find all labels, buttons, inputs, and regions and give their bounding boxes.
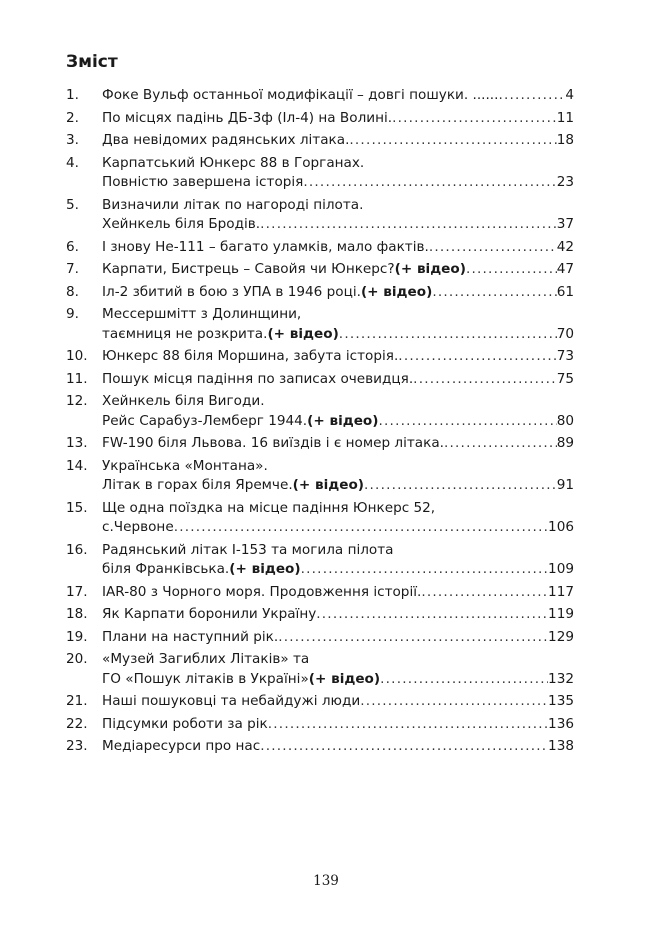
toc-entry-number: 16. bbox=[66, 541, 88, 558]
toc-entry[interactable] bbox=[66, 499, 574, 538]
toc-entry-number: 18. bbox=[66, 606, 88, 622]
video-note: (+ відео) bbox=[267, 325, 339, 342]
toc-entry-title: Хейнкель біля Вигоди. bbox=[102, 393, 265, 409]
toc-list bbox=[66, 86, 574, 757]
dot-leader bbox=[278, 628, 548, 648]
toc-entry-page: 4 bbox=[565, 87, 574, 103]
toc-entry-title: IAR-80 з Чорного моря. Продовження історії. bbox=[102, 583, 422, 600]
toc-entry[interactable] bbox=[66, 541, 574, 580]
toc-entry-page: 91 bbox=[556, 477, 574, 493]
toc-entry[interactable] bbox=[66, 457, 574, 496]
toc-entry[interactable] bbox=[66, 260, 574, 280]
toc-entry-title: таємниця не розкрита. bbox=[102, 325, 268, 342]
dot-leader bbox=[498, 86, 565, 106]
toc-entry-page: 117 bbox=[548, 583, 574, 600]
toc-entry[interactable] bbox=[66, 370, 574, 390]
page-number: 139 bbox=[313, 873, 339, 889]
toc-entry-title: Підсумки роботи за рік bbox=[102, 715, 268, 732]
toc-entry-title: Карпати, Бистрець – Савойя чи Юнкерс? bbox=[102, 261, 395, 277]
video-note: (+ відео) bbox=[308, 670, 381, 687]
toc-entry-title: Пошук місця падіння по записах очевидця. bbox=[102, 370, 414, 387]
toc-entry-page: 135 bbox=[548, 693, 574, 709]
dot-leader bbox=[268, 715, 548, 735]
toc-entry-title: Ще одна поїздка на місце падіння Юнкерс 52, bbox=[102, 499, 436, 516]
toc-entry-page: 11 bbox=[556, 109, 574, 126]
toc-entry[interactable] bbox=[66, 196, 574, 235]
dot-leader bbox=[429, 238, 557, 258]
toc-entry-title: Радянський літак І-153 та могила пілота bbox=[102, 541, 394, 558]
toc-entry-title: «Музей Загиблих Літаків» та bbox=[102, 651, 310, 667]
toc-entry-page: 132 bbox=[548, 670, 574, 687]
toc-entry-number: 11. bbox=[66, 370, 88, 387]
toc-entry-number: 10. bbox=[66, 348, 88, 364]
toc-entry[interactable] bbox=[66, 283, 574, 303]
toc-entry[interactable] bbox=[66, 605, 574, 625]
dot-leader bbox=[380, 670, 548, 690]
dot-leader bbox=[301, 560, 548, 580]
toc-entry-title: с.Червоне bbox=[102, 519, 174, 535]
toc-entry-number: 12. bbox=[66, 393, 88, 409]
dot-leader bbox=[260, 737, 548, 757]
video-note: (+ відео) bbox=[307, 412, 379, 429]
toc-entry[interactable] bbox=[66, 737, 574, 757]
dot-leader bbox=[316, 605, 548, 625]
toc-entry-page: 136 bbox=[548, 715, 574, 732]
toc-title: Зміст bbox=[66, 52, 118, 72]
toc-entry-page: 37 bbox=[556, 216, 574, 232]
toc-entry-number: 23. bbox=[66, 738, 88, 754]
toc-entry-number: 6. bbox=[66, 238, 79, 255]
dot-leader bbox=[379, 412, 557, 432]
toc-entry-number: 17. bbox=[66, 583, 88, 600]
toc-entry[interactable] bbox=[66, 238, 574, 258]
dot-leader bbox=[413, 370, 557, 390]
toc-entry-number: 9. bbox=[66, 306, 79, 322]
video-note: (+ відео) bbox=[292, 477, 365, 493]
toc-entry-title: Юнкерс 88 біля Моршина, забута історія. bbox=[102, 348, 399, 364]
toc-entry-number: 20. bbox=[66, 651, 88, 667]
toc-entry-number: 13. bbox=[66, 435, 88, 451]
toc-entry[interactable] bbox=[66, 715, 574, 735]
toc-entry-page: 42 bbox=[556, 238, 574, 255]
toc-entry-number: 19. bbox=[66, 628, 88, 645]
toc-entry-number: 21. bbox=[66, 693, 88, 709]
toc-entry-title: Фоке Вульф останньої модифікації – довгі пошуки. ...... bbox=[102, 87, 499, 103]
toc-entry-number: 4. bbox=[66, 154, 79, 171]
toc-entry-title: ГО «Пошук літаків в Україні» bbox=[102, 670, 309, 687]
toc-entry-title: Наші пошуковці та небайдужі люди bbox=[102, 693, 361, 709]
toc-entry-number: 2. bbox=[66, 109, 79, 126]
toc-entry-title: По місцях падінь ДБ-3ф (Іл-4) на Волині. bbox=[102, 109, 393, 126]
toc-entry-page: 80 bbox=[556, 412, 574, 429]
toc-entry-title: Літак в горах біля Яремче. bbox=[102, 477, 293, 493]
toc-entry-title: Плани на наступний рік. bbox=[102, 628, 279, 645]
toc-entry-page: 106 bbox=[548, 519, 574, 535]
toc-entry[interactable] bbox=[66, 434, 574, 454]
toc-entry[interactable] bbox=[66, 109, 574, 129]
toc-entry-title: Хейнкель біля Бродів. bbox=[102, 216, 261, 232]
toc-entry-title: біля Франківська. bbox=[102, 561, 230, 577]
toc-entry-title: Карпатський Юнкерс 88 в Горганах. bbox=[102, 154, 365, 171]
toc-entry-page: 138 bbox=[548, 738, 574, 754]
toc-entry-title: Два невідомих радянських літака. bbox=[102, 132, 350, 148]
toc-entry-number: 8. bbox=[66, 283, 79, 300]
dot-leader bbox=[349, 131, 556, 151]
dot-leader bbox=[432, 283, 556, 303]
toc-entry[interactable] bbox=[66, 392, 574, 431]
toc-entry-title: Як Карпати боронили Україну bbox=[102, 606, 317, 622]
toc-entry-title: Мессершмітт з Долинщини, bbox=[102, 306, 302, 322]
dot-leader bbox=[260, 215, 557, 235]
toc-entry-page: 47 bbox=[556, 261, 574, 277]
toc-entry[interactable] bbox=[66, 650, 574, 689]
toc-entry[interactable] bbox=[66, 154, 574, 193]
toc-entry-page: 18 bbox=[556, 132, 574, 148]
toc-entry-number: 1. bbox=[66, 87, 79, 103]
toc-entry-page: 23 bbox=[556, 174, 574, 190]
video-note: (+ відео) bbox=[394, 261, 466, 277]
toc-entry-title: Рейс Сарабуз-Лемберг 1944. bbox=[102, 412, 308, 429]
toc-entry-title: FW-190 біля Львова. 16 виїздів і є номер літака. bbox=[102, 435, 444, 451]
video-note: (+ відео) bbox=[229, 561, 301, 577]
toc-entry-title: Іл-2 збитий в бою з УПА в 1946 році. bbox=[102, 283, 361, 300]
video-note: (+ відео) bbox=[360, 283, 433, 300]
toc-entry-page: 89 bbox=[556, 435, 574, 451]
toc-entry-number: 22. bbox=[66, 715, 88, 732]
toc-entry-number: 15. bbox=[66, 499, 88, 516]
dot-leader bbox=[444, 434, 557, 454]
toc-entry[interactable] bbox=[66, 305, 574, 344]
toc-entry-number: 14. bbox=[66, 457, 88, 474]
toc-entry-title: Повністю завершена історія bbox=[102, 174, 304, 190]
toc-entry[interactable] bbox=[66, 583, 574, 603]
toc-entry-title: І знову Не-111 – багато уламків, мало фактів. bbox=[102, 238, 429, 255]
toc-entry-number: 5. bbox=[66, 196, 79, 213]
toc-entry[interactable] bbox=[66, 86, 574, 106]
dot-leader bbox=[364, 476, 557, 496]
dot-leader bbox=[398, 347, 556, 367]
toc-entry-page: 73 bbox=[556, 348, 574, 364]
toc-entry-title: Визначили літак по нагороді пілота. bbox=[102, 196, 364, 213]
toc-entry-page: 61 bbox=[556, 283, 574, 300]
toc-entry-title: Українська «Монтана». bbox=[102, 457, 268, 474]
toc-entry-page: 75 bbox=[556, 370, 574, 387]
toc-entry-page: 129 bbox=[548, 628, 574, 645]
toc-entry-title: Медіаресурси про нас bbox=[102, 738, 261, 754]
dot-leader bbox=[174, 518, 548, 538]
toc-entry-number: 7. bbox=[66, 261, 79, 277]
toc-entry-page: 70 bbox=[556, 325, 574, 342]
dot-leader bbox=[466, 260, 557, 280]
dot-leader bbox=[421, 583, 548, 603]
toc-entry-page: 109 bbox=[548, 561, 574, 577]
dot-leader bbox=[303, 173, 556, 193]
toc-entry[interactable] bbox=[66, 131, 574, 151]
dot-leader bbox=[360, 692, 548, 712]
dot-leader bbox=[392, 109, 557, 129]
toc-entry-number: 3. bbox=[66, 132, 79, 148]
toc-entry-page: 119 bbox=[548, 606, 574, 622]
toc-entry[interactable] bbox=[66, 692, 574, 712]
toc-entry[interactable] bbox=[66, 347, 574, 367]
toc-entry[interactable] bbox=[66, 628, 574, 648]
dot-leader bbox=[339, 325, 557, 345]
